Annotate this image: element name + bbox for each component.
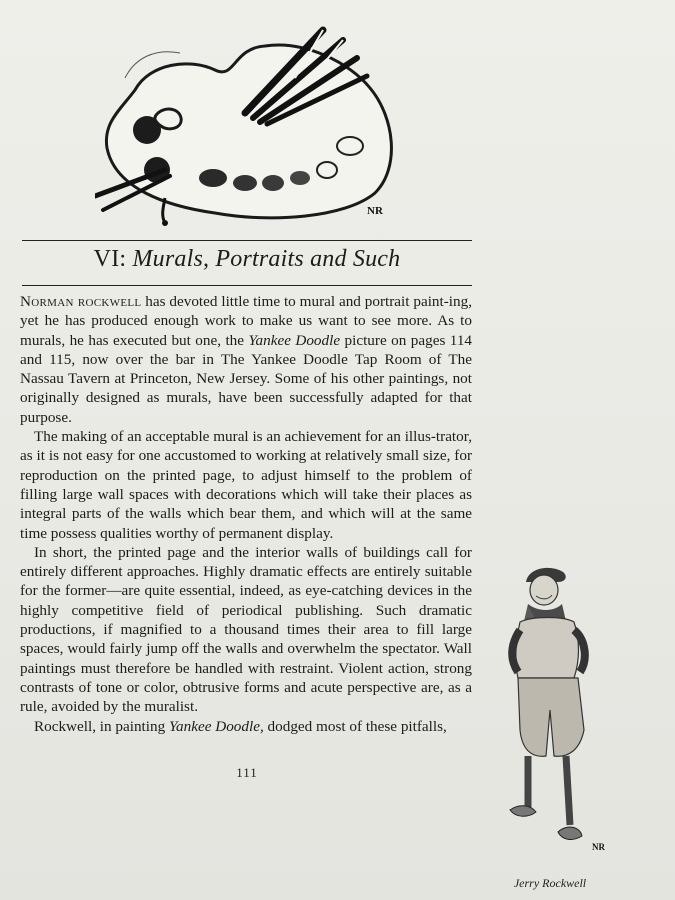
p4-seg-3: dodged most of these pitfalls,: [263, 717, 447, 735]
paragraph-1: [20, 292, 472, 427]
paragraph-3: [20, 543, 472, 717]
p1-seg-3: picture on pages 114 and 115, now over the bar in The Yankee Doodle Tap Room of The Nassau Tavern at Princeton, New Jersey. Some of his other paintings, not originally designed as murals, have been successfully adapted for that purpose.: [20, 331, 473, 426]
paragraph-4: [20, 717, 472, 736]
body-text: [20, 292, 472, 736]
p1-seg-2: Yankee Doodle: [248, 331, 341, 349]
p2-seg-1: The making of an acceptable mural is an achievement for an illus-trator, as it is not easy for one accustomed to working at relatively small size, for reproduction on the printed page, to adjust himself to the problem of filling large wall spaces with decorations which will take their places as integral parts of the walls which bear them, and which will at the same time possess qualities worthy of permanent display.: [20, 428, 472, 542]
p1-seg-1: has devoted little time to mural and portrait paint-ing, yet he has produced enough work to make us want to see more. As to murals, he has executed but one, the: [20, 293, 472, 349]
title-rule-bottom: [22, 285, 472, 286]
chapter-name: Murals, Portraits and Such: [132, 246, 401, 272]
p3-seg-1: In short, the printed page and the interior walls of buildings call for entirely different approaches. Highly dramatic effects are entirely suitable for the former—are quite essential, indeed, as eye-catching devices in the highly competitive field of periodical publishing. Such dramatic productions, if magnified to a thousand times their area to fill large spaces, would fairly jump off the walls and overwhelm the spectator. Wall paintings must therefore be handled with restraint. Violent action, strong contrasts of tone or color, obtrusive forms and acute perspective are, as a rule, avoided by the muralist.: [20, 543, 472, 716]
title-rule-top: [22, 240, 472, 241]
boy-monogram: NR: [592, 842, 605, 852]
lead-small-caps: Norman rockwell: [20, 293, 142, 310]
chapter-title: [22, 246, 472, 273]
palette-monogram: NR: [367, 205, 383, 217]
p4-seg-1: Rockwell, in painting: [34, 717, 169, 735]
boy-figure-icon: [488, 560, 613, 860]
page-number: 111: [236, 765, 258, 780]
p4-seg-2: Yankee Doodle,: [168, 717, 264, 735]
paragraph-2: [20, 427, 472, 543]
illustration-caption: Jerry Rockwell: [513, 876, 587, 890]
palette-brushes-icon: [95, 18, 405, 228]
chapter-number: VI:: [93, 246, 127, 272]
